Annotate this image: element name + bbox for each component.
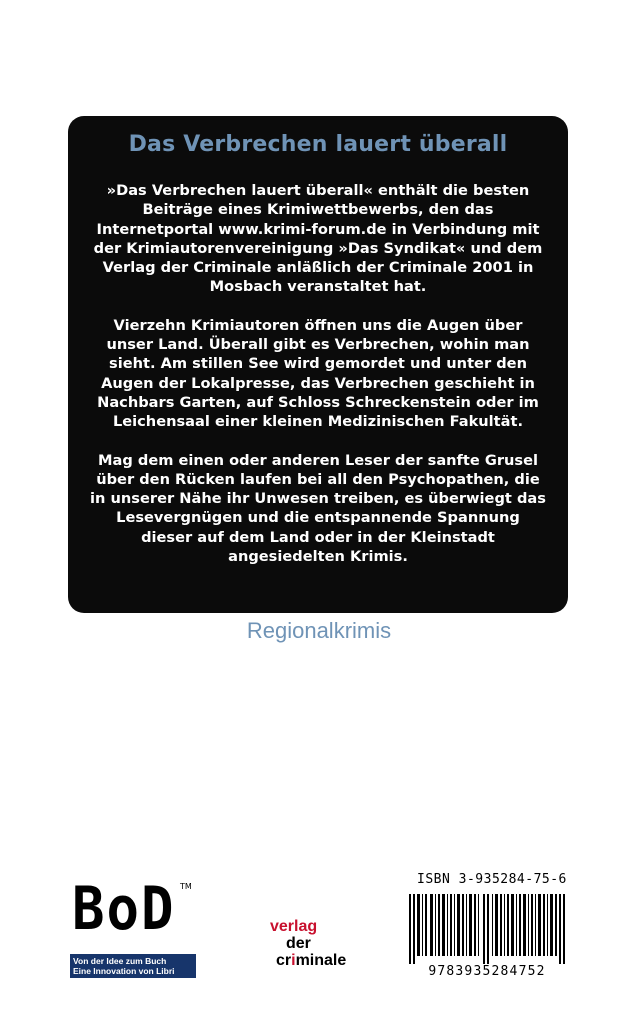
description-panel [68,116,568,613]
bod-logo-block [70,873,196,980]
publisher-line-1: verlag [270,918,318,935]
bod-tagline [70,954,196,978]
bod-logo: BoD [72,873,176,944]
paragraph-1: »Das Verbrechen lauert überall« enthält die besten Beiträge eines Krimiwettbewerbs, den das Internetportal www.krimi-forum.de in Verbindung mit der Krimiautorenvereinigung »Das Syndikat« und dem Verlag der Criminale anläßlich der Criminale 2001 in Mosbach veranstaltet hat. [93,182,543,296]
barcode-block [405,872,569,980]
barcode-number: 9783935284752 [428,964,546,979]
bod-tagline-line-2: Eine Innovation von Libri [73,966,175,976]
publisher-line-2: der [286,935,311,952]
isbn-label: ISBN 3-935284-75-6 [417,872,567,887]
barcode-icon [405,894,569,964]
book-title: Das Verbrechen lauert überall [128,132,508,157]
publisher-line-3-i: i [291,952,296,969]
publisher-logo [270,918,346,969]
paragraph-2: Vierzehn Krimiautoren öffnen uns die Augen über unser Land. Überall gibt es Verbrechen, wohin man sieht. Am stillen See wird gemordet und unter den Augen der Lokalpresse, das Verbrechen geschieht in Nachbars Garten, auf Schloss Schreckenstein oder im Leichensaal einer kleinen Medizinischen Fakultät. [97,316,539,431]
publisher-line-3-suffix: minale [295,952,347,969]
trademark-mark: TM [180,882,192,891]
paragraph-3: Mag dem einen oder anderen Leser der sanfte Grusel über den Rücken laufen bei all den Psychopathen, die in unserer Nähe ihr Unwesen treiben, es überwiegt das Lesevergnügen und die entspannende Spannung dieser auf dem Land oder in der Kleinstadt angesiedelten Krimis. [90,451,546,566]
category-label: Regionalkrimis [246,618,392,643]
publisher-line-3 [270,952,346,969]
bod-tagline-line-1: Von der Idee zum Buch [73,956,167,966]
publisher-line-3-prefix: cr [276,952,292,969]
